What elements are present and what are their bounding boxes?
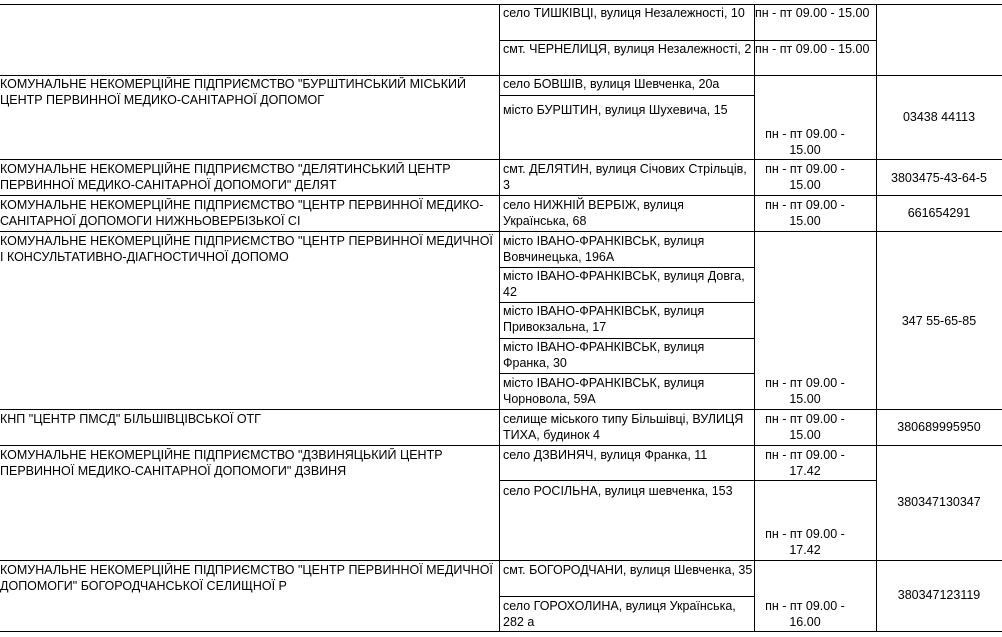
address-cell: село ДЗВИНЯЧ, вулиця Франка, 11 xyxy=(503,448,708,462)
grid-line xyxy=(499,373,755,374)
grid-line xyxy=(0,75,1002,76)
grid-line xyxy=(499,40,877,41)
hours-cell: пн - пт 09.00 - 15.00 xyxy=(765,198,845,228)
organization-cell: КОМУНАЛЬНЕ НЕКОМЕРЦІЙНЕ ПІДПРИЄМСТВО "ЦЕНТР ПЕРВИННОЇ МЕДИЧНОЇ І КОНСУЛЬТАТИВНО-ДІАГНОСТИЧНОЇ ДОПОМО xyxy=(0,234,493,264)
address-cell: місто ІВАНО-ФРАНКІВСЬК, вулиця Вовчинецька, 196А xyxy=(503,234,705,264)
hours-cell: пн - пт 09.00 - 17.42 xyxy=(765,527,845,557)
address-cell: смт. ДЕЛЯТИН, вулиця Січових Стрільців, 3 xyxy=(503,162,747,192)
phone-cell: 380347123119 xyxy=(897,588,981,602)
grid-line xyxy=(499,267,755,268)
phone-cell: 347 55-65-85 xyxy=(901,314,977,328)
grid-line xyxy=(0,159,1002,160)
hours-cell: пн - пт 09.00 - 15.00 xyxy=(765,376,845,406)
grid-line xyxy=(0,231,1002,232)
hours-cell: пн - пт 09.00 - 15.00 xyxy=(765,127,845,157)
grid-line xyxy=(499,480,877,481)
organization-cell: КОМУНАЛЬНЕ НЕКОМЕРЦІЙНЕ ПІДПРИЄМСТВО "ДЕЛЯТИНСЬКИЙ ЦЕНТР ПЕРВИННОЇ МЕДИКО-САНІТАРНОЇ ДОПОМОГИ" ДЕЛЯТ xyxy=(0,162,451,192)
grid-line xyxy=(0,195,1002,196)
hours-cell: пн - пт 09.00 - 17.42 xyxy=(765,448,845,478)
grid-line xyxy=(499,596,755,597)
grid-line xyxy=(0,631,1002,632)
grid-line xyxy=(876,4,877,632)
hours-cell: пн - пт 09.00 - 15.00 xyxy=(765,412,845,442)
address-cell: місто ІВАНО-ФРАНКІВСЬК, вулиця Франка, 30 xyxy=(503,340,705,370)
address-cell: місто БУРШТИН, вулиця Шухевича, 15 xyxy=(503,103,728,117)
address-cell: смт. ЧЕРНЕЛИЦЯ, вулиця Незалежності, 2 xyxy=(503,42,752,56)
hours-cell: пн - пт 09.00 - 15.00 xyxy=(765,162,845,192)
grid-line xyxy=(0,409,1002,410)
organization-cell: КНП "ЦЕНТР ПМСД" БІЛЬШІВЦІВСЬКОЇ ОТГ xyxy=(0,412,261,426)
address-cell: село РОСІЛЬНА, вулиця шевченка, 153 xyxy=(503,484,733,498)
address-cell: місто ІВАНО-ФРАНКІВСЬК, вулиця Привокзальна, 17 xyxy=(503,304,705,334)
address-cell: село БОВШІВ, вулиця Шевченка, 20а xyxy=(503,77,720,91)
address-cell: село НИЖНІЙ ВЕРБІЖ, вулиця Українська, 68 xyxy=(503,198,684,228)
phone-cell: 380689995950 xyxy=(897,420,981,434)
grid-line xyxy=(0,560,1002,561)
phone-cell: 03438 44113 xyxy=(902,110,976,124)
phone-cell: 380347130347 xyxy=(897,495,981,509)
grid-line xyxy=(499,4,500,632)
grid-line xyxy=(499,302,755,303)
grid-line xyxy=(499,338,755,339)
organization-cell: КОМУНАЛЬНЕ НЕКОМЕРЦІЙНЕ ПІДПРИЄМСТВО "ЦЕНТР ПЕРВИННОЇ МЕДИЧНОЇ ДОПОМОГИ" БОГОРОДЧАНСЬКОЇ СЕЛИЩНОЇ Р xyxy=(0,563,493,593)
address-cell: село ТИШКІВЦІ, вулиця Незалежності, 10 xyxy=(503,6,745,20)
grid-line xyxy=(499,95,755,96)
address-cell: місто ІВАНО-ФРАНКІВСЬК, вулиця Довга, 42 xyxy=(503,269,745,299)
grid-line xyxy=(0,445,1002,446)
address-cell: місто ІВАНО-ФРАНКІВСЬК, вулиця Чорновола, 59А xyxy=(503,376,705,406)
address-cell: смт. БОГОРОДЧАНИ, вулиця Шевченка, 35 xyxy=(503,563,753,577)
phone-cell: 3803475-43-64-5 xyxy=(891,171,987,185)
grid-line xyxy=(0,4,1002,5)
organization-cell: КОМУНАЛЬНЕ НЕКОМЕРЦІЙНЕ ПІДПРИЄМСТВО "ЦЕНТР ПЕРВИННОЇ МЕДИКО-САНІТАРНОЇ ДОПОМОГИ НИЖНЬОВЕРБІЗЬКОЇ СІ xyxy=(0,198,484,228)
hours-cell: пн - пт 09.00 - 15.00 xyxy=(755,42,870,56)
organization-cell: КОМУНАЛЬНЕ НЕКОМЕРЦІЙНЕ ПІДПРИЄМСТВО "БУРШТИНСЬКИЙ МІСЬКИЙ ЦЕНТР ПЕРВИННОЇ МЕДИКО-САНІТАРНОЇ ДОПОМОГ xyxy=(0,77,467,107)
address-cell: село ГОРОХОЛИНА, вулиця Українська, 282 а xyxy=(503,599,736,629)
address-cell: селище міського типу Більшівці, ВУЛИЦЯ ТИХА, будинок 4 xyxy=(503,412,744,442)
hours-cell: пн - пт 09.00 - 16.00 xyxy=(765,599,845,629)
phone-cell: 661654291 xyxy=(907,206,971,220)
hours-cell: пн - пт 09.00 - 15.00 xyxy=(755,6,870,20)
organization-cell: КОМУНАЛЬНЕ НЕКОМЕРЦІЙНЕ ПІДПРИЄМСТВО "ДЗВИНЯЦЬКИЙ ЦЕНТР ПЕРВИННОЇ МЕДИКО-САНІТАРНОЇ ДОПОМОГИ" ДЗВИНЯ xyxy=(0,448,443,478)
